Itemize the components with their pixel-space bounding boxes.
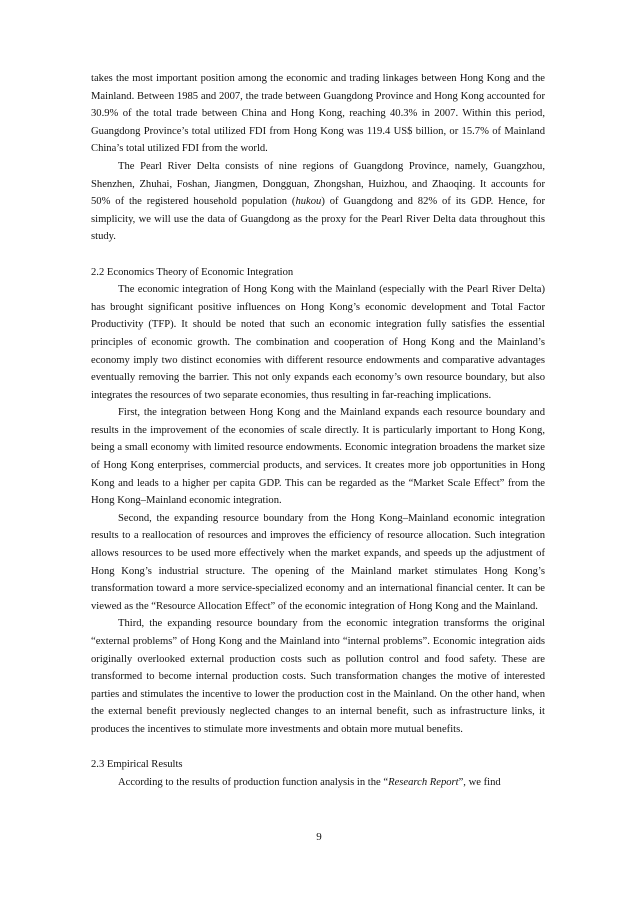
paragraph-integration-overview: The economic integration of Hong Kong with the Mainland (especially with the Pearl River Delta) has brought significant positive influences on Hong Kong’s economic development and Total Factor Productivity (TFP). It should be noted that such an economic integration fully satisfies the essential principles of economic growth. The combination and cooperation of Hong Kong and the Mainland’s economy imply two distinct economies with different resource endowments and comparative advantages eventually removing the barrier. This not only expands each economy’s own resource boundary, but also integrates the resources of two separate economies, thus resulting in far-reaching implications. — [91, 284, 545, 401]
body-text — [91, 70, 545, 791]
paragraph-market-scale-effect: First, the integration between Hong Kong and the Mainland expands each resource boundary and results in the improvement of the economies of scale directly. It is particularly important to Hong Kong, being a small economy with limited resource endowments. Economic integration broadens the market size of Hong Kong enterprises, commercial products, and services. It creates more job opportunities in Hong Kong and leads to a higher per capita GDP. This can be regarded as the “Market Scale Effect” from the Hong Kong–Mainland economic integration. — [91, 407, 545, 507]
paragraph-empirical-results — [91, 774, 545, 792]
page-number: 9 — [316, 831, 322, 843]
section-spacer — [91, 739, 545, 757]
section-spacer — [91, 246, 545, 264]
section-heading-2-2: 2.2 Economics Theory of Economic Integration — [91, 266, 294, 278]
prd-text-italic: hukou — [295, 196, 322, 208]
empirical-text-before: According to the results of production function analysis in the “ — [118, 776, 389, 788]
empirical-text-italic: Research Report — [388, 776, 459, 788]
section-heading-2-3: 2.3 Empirical Results — [91, 759, 183, 771]
prd-text-after: ) of Guangdong and 82% of its GDP. Hence, for simplicity, we will use the data of Guangdong as the proxy for the Pearl River Delta data throughout this study. — [91, 196, 546, 243]
paragraph-resource-allocation-effect: Second, the expanding resource boundary from the Hong Kong–Mainland economic integration results to a reallocation of resources and improves the efficiency of resource allocation. Such integration allows resources to be used more effectively when the market expands, and speeds up the adjustment of Hong Kong’s industrial structure. The opening of the Mainland market stimulates Hong Kong’s transformation toward a more service-specialized economy and an international financial center. It can be viewed as the “Resource Allocation Effect” of the economic integration of Hong Kong and the Mainland. — [91, 512, 545, 612]
paragraph-pearl-river-delta — [91, 158, 545, 246]
paragraph-external-problems: Third, the expanding resource boundary from the economic integration transforms the original “external problems” of Hong Kong and the Mainland into “internal problems”. Economic integration aids originally overlooked external production costs such as pollution control and food safety. These are transformed to become internal production costs. Such transformation changes the motive of interested parties and stimulates the incentive to lower the production cost in the Mainland. On the other hand, when the external benefit previously neglected changes to an internal benefit, such as infrastructure links, it produces the incentives to stimulate more investments and obtain more mutual benefits. — [91, 618, 545, 735]
empirical-text-after: ”, we find — [458, 776, 501, 788]
prd-text-before: The Pearl River Delta consists of nine regions of Guangdong Province, namely, Guangzhou, Shenzhen, Zhuhai, Foshan, Jiangmen, Dongguan, Zhongshan, Huizhou, and Zhaoqing. It accounts for 50% of the registered household population ( — [91, 160, 545, 208]
paragraph-trade-linkages: takes the most important position among the economic and trading linkages between Hong Kong and the Mainland. Between 1985 and 2007, the trade between Guangdong Province and Hong Kong accounted for 30.9% of the total trade between China and Hong Kong, reaching 40.3% in 2007. Within this period, Guangdong Province’s total utilized FDI from Hong Kong was 119.4 US$ billion, or 15.7% of Mainland China’s total utilized FDI from the world. — [91, 73, 545, 155]
